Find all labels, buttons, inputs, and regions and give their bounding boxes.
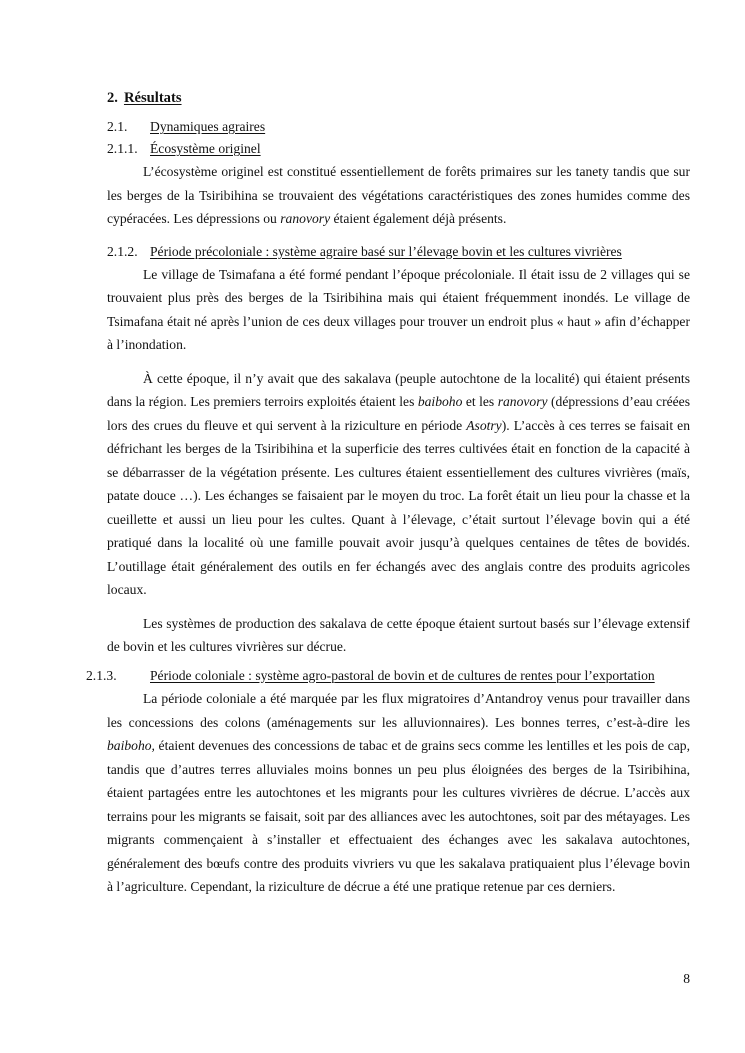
paragraph: Le village de Tsimafana a été formé pendant l’époque précoloniale. Il était issu de 2 villages qui se trouvaient plus près des berges de la Tsiribihina mais qui étaient fréquemment inondés. Le village de Tsimafana était né après l’union de ces deux villages pour trouver un endroit plus « haut » afin d’échapper à l’inondation. (107, 266, 690, 352)
subsection-heading-2-1-2 (107, 241, 690, 263)
paragraph (107, 687, 690, 899)
italic-term: baiboho, (107, 738, 155, 753)
subsection-title: Période précoloniale : système agraire basé sur l’élevage bovin et les cultures vivrières (150, 243, 622, 259)
paragraph (107, 160, 690, 231)
subsection-number: 2.1.2. (107, 243, 138, 259)
text-run: et les (462, 394, 498, 409)
italic-term: baiboho (417, 394, 463, 409)
paragraph (107, 367, 690, 602)
section-number: 2. (107, 90, 118, 106)
subsection-number: 2.1.3. (86, 667, 117, 683)
text-run: ). L’accès à ces terres se faisait en défrichant les berges de la Tsiribihina et la superficie des terres cultivées était en fonction de la capacité à se débarrasser de la végétation présente. Les cultures étaient essentiellement des cultures vivrières (maïs, patate douce …). Les échanges se faisaient par le moyen du troc. La forêt était un lieu pour la chasse et la cueillette et aussi un lieu pour les cultes. Quant à l’élevage, c’était surtout l’élevage bovin qui a été pratiqué dans la localité où une famille pouvait avoir jusqu’à quelques centaines de têtes de bovidés. L’outillage était généralement des outils en fer échangés avec des anglais contre des produits agricoles locaux. (107, 417, 690, 597)
page-number: 8 (683, 971, 690, 986)
italic-term: Asotry (466, 417, 502, 433)
italic-term: ranovory (280, 211, 331, 226)
subsection-heading-2-1 (107, 116, 690, 138)
text-run: (dépressions d’eau créées lors des crues du fleuve et qui servent à la riziculture en période (107, 394, 690, 433)
text-run: étaient également déjà présents. (330, 211, 507, 226)
subsection-title: Écosystème originel (150, 141, 261, 156)
subsection-heading-2-1-3 (86, 664, 690, 688)
subsection-number: 2.1.1. (107, 141, 138, 156)
text-run: À cette époque, il n’y avait que des sakalava (peuple autochtone de la localité) qui étaient présents dans la région. Les premiers terroirs exploités étaient les (107, 370, 690, 409)
document-page (86, 88, 690, 899)
paragraph: Les systèmes de production des sakalava de cette époque étaient surtout basés sur l’élevage extensif de bovin et les cultures vivrières sur décrue. (107, 615, 690, 654)
text-run: L’écosystème originel est constitué essentiellement de forêts primaires sur les tanety tandis que sur les berges de la Tsiribihina se trouvaient des végétations caractéristiques des zones humides comme des cypéracées. Les dépressions ou (107, 164, 690, 226)
text-run: étaient devenues des concessions de tabac et de grains secs comme les lentilles et les pois de cap, tandis que d’autres terres alluviales moins bonnes un peu plus éloignées des berges de la Tsiribihina, étaient partagées entre les autochtones et les migrants pour les cultures vivrières de décrue. L’accès aux terrains pour les migrants se faisait, soit par des alliances avec les autochtones, soit par des métayages. Les migrants commençaient à s’installer et effectuaient des échanges avec les sakalava autochtones, généralement des bœufs contre des produits vivriers vu que les sakalava pratiquaient plus l’élevage bovin à l’agriculture. Cependant, la riziculture de décrue a été une pratique retenue par ces derniers. (107, 738, 690, 894)
subsection-number: 2.1. (107, 119, 128, 134)
italic-term: ranovory (497, 394, 548, 409)
subsection-title: Période coloniale : système agro-pastoral de bovin et de cultures de rentes pour l’exportation (150, 667, 655, 683)
section-heading (107, 88, 690, 108)
text-run: La période coloniale a été marquée par les flux migratoires d’Antandroy venus pour travailler dans les concessions des colons (aménagements sur les alluvionnaires). Les bonnes terres, c’est-à-dire les (107, 691, 690, 730)
subsection-heading-2-1-1 (107, 138, 690, 160)
section-title: Résultats (123, 90, 182, 106)
subsection-title: Dynamiques agraires (150, 119, 266, 134)
